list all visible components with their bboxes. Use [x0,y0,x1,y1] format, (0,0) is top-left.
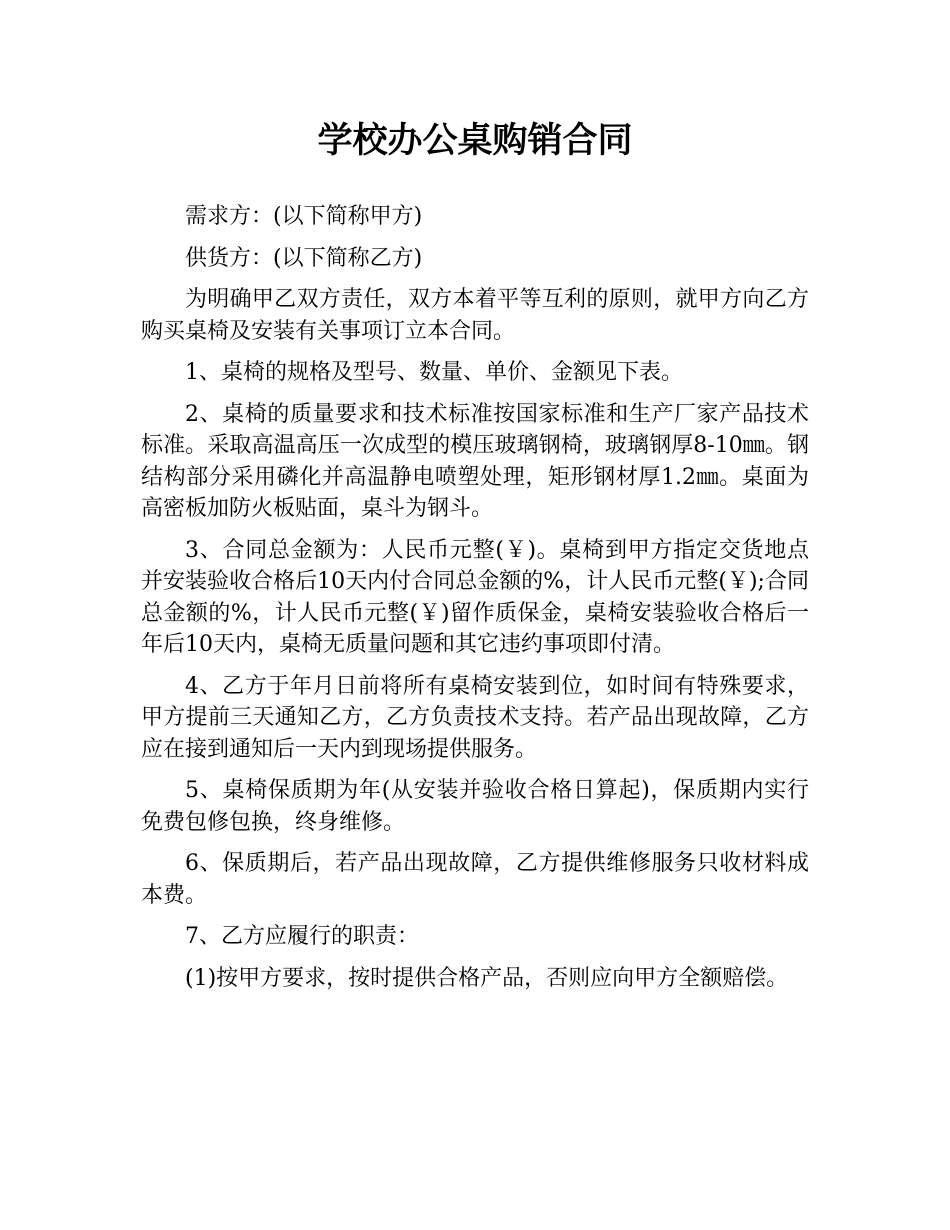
paragraph-clause-7: 7、乙方应履行的职责： [185,924,419,949]
paragraph-party-a: 需求方：(以下简称甲方) [185,204,423,229]
paragraph-clause-2: 2、桌椅的质量要求和技术标准按国家标准和生产厂家产品技术标准。采取高温高压一次成型的模压玻璃钢椅，玻璃钢厚8-10㎜。钢结构部分采用磷化并高温静电喷塑处理，矩形钢材厚1.2㎜。桌面为高密板加防火板贴面，桌斗为钢斗。 [141,401,809,521]
paragraph-party-b: 供货方：(以下简称乙方) [185,245,423,271]
paragraph-clause-3: 3、合同总金额为：人民币元整(￥)。桌椅到甲方指定交货地点并安装验收合格后10天内付合同总金额的%，计人民币元整(￥);合同总金额的%，计人民币元整(￥)留作质保金，桌椅安装验收合格后一年后10天内，桌椅无质量问题和其它违约事项即付清。 [141,537,809,657]
paragraph-clause-5: 5、桌椅保质期为年(从安装并验收合格日算起)，保质期内实行免费包修包换，终身维修。 [141,778,809,835]
document-body [141,201,809,1004]
document-title: 学校办公桌购销合同 [317,121,633,161]
paragraph-intro: 为明确甲乙双方责任，双方本着平等互利的原则，就甲方向乙方购买桌椅及安装有关事项订立本合同。 [141,287,809,344]
paragraph-clause-6: 6、保质期后，若产品出现故障，乙方提供维修服务只收材料成本费。 [141,851,809,908]
paragraph-clause-4: 4、乙方于年月日前将所有桌椅安装到位，如时间有特殊要求，甲方提前三天通知乙方，乙方负责技术支持。若产品出现故障，乙方应在接到通知后一天内到现场提供服务。 [141,673,809,762]
paragraph-clause-1: 1、桌椅的规格及型号、数量、单价、金额见下表。 [185,360,683,385]
paragraph-clause-7-1: (1)按甲方要求，按时提供合格产品，否则应向甲方全额赔偿。 [185,965,789,991]
